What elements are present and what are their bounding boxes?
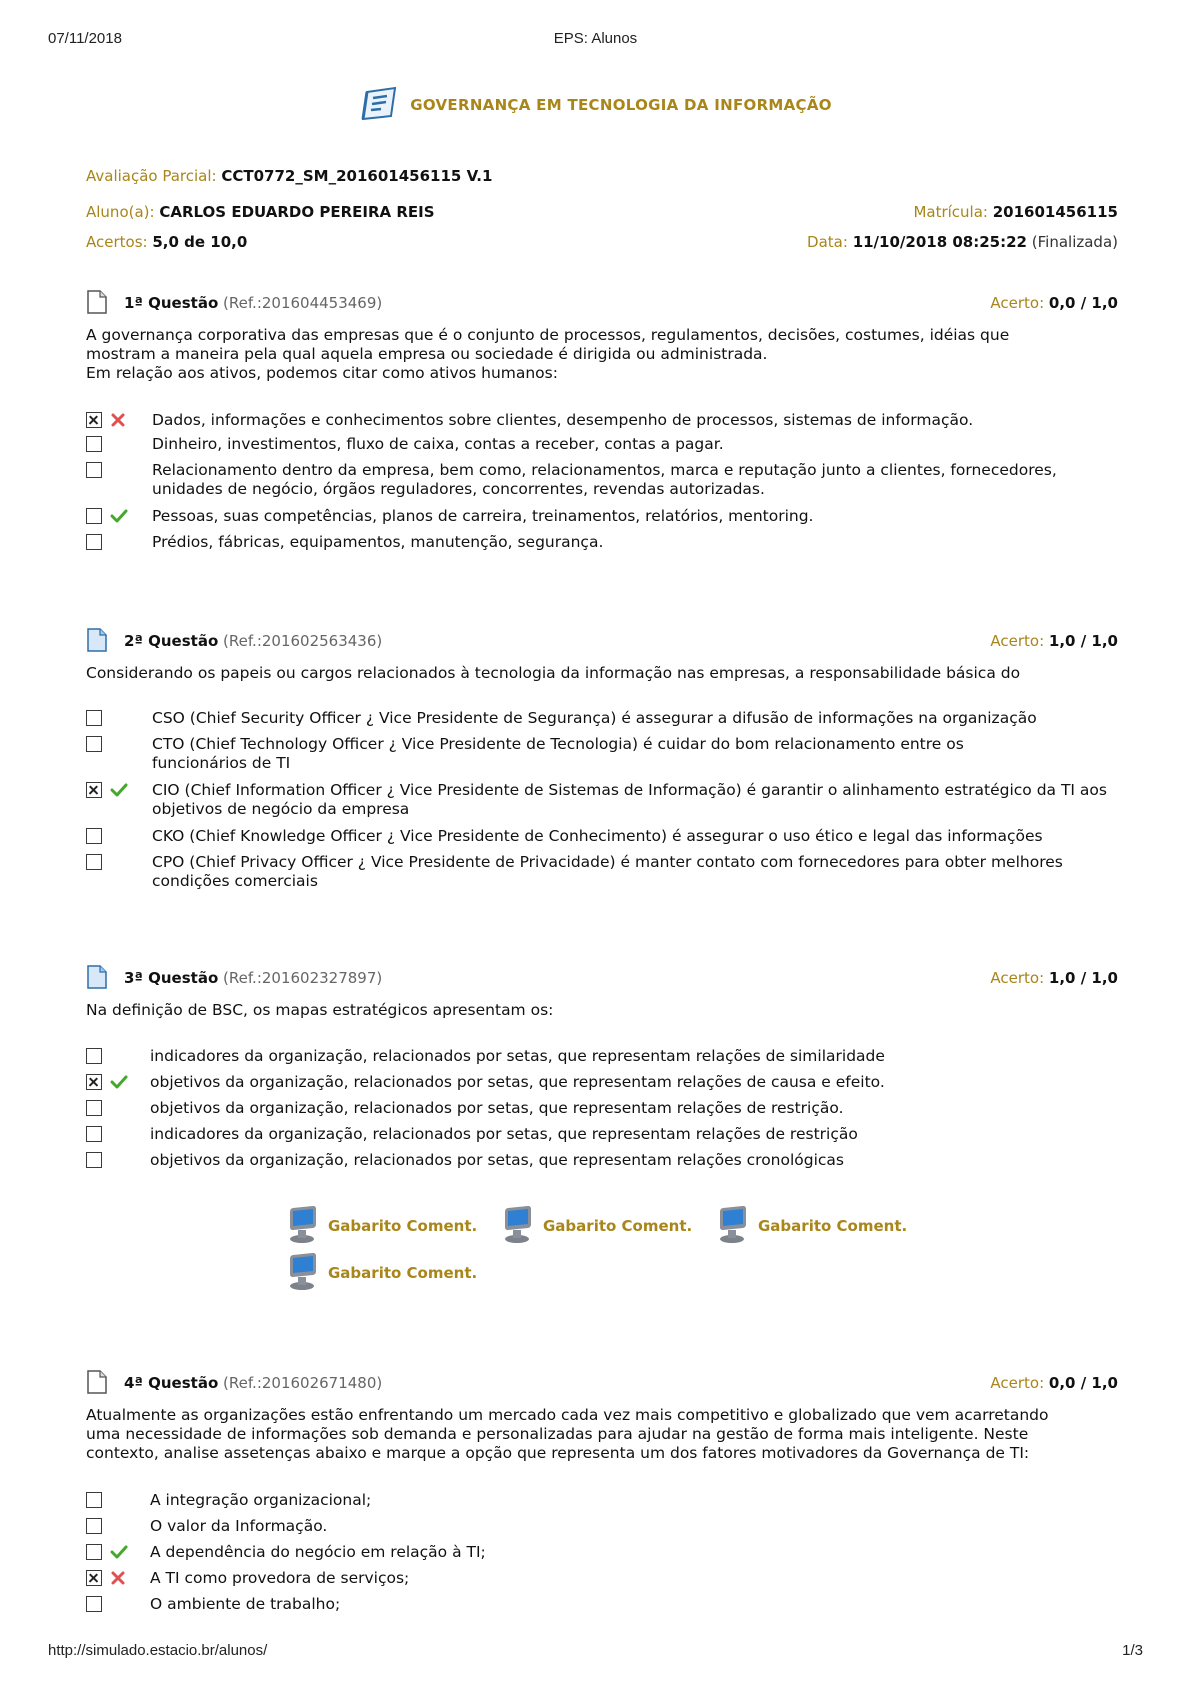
score-label: Acerto: (990, 969, 1045, 987)
matricula-info (913, 203, 1118, 221)
score-max: / 1,0 (1075, 632, 1118, 650)
score-max: / 1,0 (1075, 969, 1118, 987)
avaliacao-label: Avaliação Parcial: (86, 167, 217, 185)
answer-checkbox-checked[interactable] (86, 1074, 102, 1090)
question-ref: (Ref.:201602671480) (223, 1374, 383, 1392)
wrong-x-icon (110, 412, 126, 428)
answer-checkbox[interactable] (86, 710, 102, 726)
course-title: GOVERNANÇA EM TECNOLOGIA DA INFORMAÇÃO (410, 96, 832, 114)
gabarito-label[interactable]: Gabarito Coment. (543, 1217, 693, 1235)
book-icon (359, 86, 399, 124)
aluno-info (86, 203, 435, 221)
acertos-value: 5,0 de 10,0 (152, 233, 248, 251)
option-text: O valor da Informação. (150, 1517, 328, 1535)
option-text: A TI como provedora de serviços; (150, 1569, 410, 1587)
answer-checkbox-checked[interactable] (86, 1570, 102, 1586)
question-stem (86, 1406, 1126, 1463)
correct-check-icon (110, 782, 126, 798)
correct-check-icon (110, 508, 126, 524)
question-ref: (Ref.:201602563436) (223, 632, 383, 650)
stem-line: A governança corporativa das empresas que é o conjunto de processos, regulamentos, decisões, costumes, idéias que (86, 326, 1010, 344)
option-text: Pessoas, suas competências, planos de carreira, treinamentos, relatórios, mentoring. (152, 507, 814, 525)
document-icon (86, 965, 108, 993)
score-value: 0,0 (1048, 294, 1076, 312)
option-text: Dinheiro, investimentos, fluxo de caixa, contas a receber, contas a pagar. (152, 435, 724, 453)
score-label: Acerto: (990, 294, 1045, 312)
gabarito-label[interactable]: Gabarito Coment. (328, 1264, 478, 1282)
option-text: CKO (Chief Knowledge Officer ¿ Vice Presidente de Conhecimento) é assegurar o uso ético e legal das informações (152, 827, 1043, 845)
question-score (990, 632, 1118, 650)
data-label: Data: (807, 233, 848, 251)
avaliacao-info (86, 167, 492, 185)
answer-checkbox[interactable] (86, 1544, 102, 1560)
answer-checkbox-checked[interactable] (86, 782, 102, 798)
document-icon (86, 290, 108, 318)
question-title: 1ª Questão (124, 294, 219, 312)
option-text: CTO (Chief Technology Officer ¿ Vice Presidente de Tecnologia) é cuidar do bom relacionamento entre os funcionários de TI (152, 735, 964, 772)
question-title: 4ª Questão (124, 1374, 219, 1392)
computer-icon (714, 1206, 750, 1250)
document-icon (86, 1370, 108, 1398)
answer-checkbox-checked[interactable] (86, 412, 102, 428)
answer-checkbox[interactable] (86, 1492, 102, 1508)
question-header (86, 1370, 1118, 1396)
answer-checkbox[interactable] (86, 1126, 102, 1142)
stem-line: contexto, analise assetenças abaixo e marque a opção que representa um dos fatores motivadores da Governança de TI: (86, 1444, 1030, 1462)
acertos-label: Acertos: (86, 233, 148, 251)
gabarito-label[interactable]: Gabarito Coment. (758, 1217, 908, 1235)
option-text: CPO (Chief Privacy Officer ¿ Vice Presidente de Privacidade) é manter contato com fornecedores para obter melhores condições comerciais (152, 853, 1063, 890)
answer-checkbox[interactable] (86, 508, 102, 524)
question-number (124, 969, 382, 987)
data-status: (Finalizada) (1031, 233, 1118, 251)
answer-checkbox[interactable] (86, 1100, 102, 1116)
option-text: Prédios, fábricas, equipamentos, manutenção, segurança. (152, 533, 604, 551)
option-text: indicadores da organização, relacionados por setas, que representam relações de similaridade (150, 1047, 885, 1065)
data-info (807, 233, 1118, 251)
gabarito-label[interactable]: Gabarito Coment. (328, 1217, 478, 1235)
score-value: 0,0 (1048, 1374, 1076, 1392)
question-number (124, 1374, 382, 1392)
question-stem (86, 1001, 1126, 1020)
score-max: / 1,0 (1075, 1374, 1118, 1392)
matricula-value: 201601456115 (992, 203, 1118, 221)
matricula-label: Matrícula: (913, 203, 988, 221)
option-text: A integração organizacional; (150, 1491, 372, 1509)
question-score (990, 1374, 1118, 1392)
print-page-number: 1/3 (1122, 1642, 1143, 1659)
stem-line: Atualmente as organizações estão enfrentando um mercado cada vez mais competitivo e globalizado que vem acarretando (86, 1406, 1049, 1424)
question-header (86, 628, 1118, 654)
answer-checkbox[interactable] (86, 1596, 102, 1612)
stem-line: mostram a maneira pela qual aquela empresa ou sociedade é dirigida ou administrada. (86, 345, 768, 363)
question-ref: (Ref.:201602327897) (223, 969, 383, 987)
score-max: / 1,0 (1075, 294, 1118, 312)
stem-line: uma necessidade de informações sob demanda e personalizadas para ajudar na gestão de forma mais inteligente. Neste (86, 1425, 1029, 1443)
aluno-label: Aluno(a): (86, 203, 155, 221)
option-text: Dados, informações e conhecimentos sobre clientes, desempenho de processos, sistemas de informação. (152, 411, 974, 429)
question-ref: (Ref.:201604453469) (223, 294, 383, 312)
score-label: Acerto: (990, 632, 1045, 650)
print-title: EPS: Alunos (553, 30, 638, 47)
wrong-x-icon (110, 1570, 126, 1586)
question-stem (86, 326, 1126, 383)
answer-checkbox[interactable] (86, 462, 102, 478)
aluno-value: CARLOS EDUARDO PEREIRA REIS (159, 203, 435, 221)
answer-checkbox[interactable] (86, 436, 102, 452)
correct-check-icon (110, 1544, 126, 1560)
print-url: http://simulado.estacio.br/alunos/ (48, 1642, 268, 1659)
correct-check-icon (110, 1074, 126, 1090)
answer-checkbox[interactable] (86, 1048, 102, 1064)
option-text: objetivos da organização, relacionados por setas, que representam relações de restrição. (150, 1099, 844, 1117)
document-icon (86, 628, 108, 656)
answer-checkbox[interactable] (86, 1518, 102, 1534)
option-text: O ambiente de trabalho; (150, 1595, 341, 1613)
stem-line: Na definição de BSC, os mapas estratégicos apresentam os: (86, 1001, 554, 1019)
question-score (990, 294, 1118, 312)
stem-line: Considerando os papeis ou cargos relacionados à tecnologia da informação nas empresas, a responsabilidade básica do (86, 664, 1021, 682)
option-text: CIO (Chief Information Officer ¿ Vice Presidente de Sistemas de Informação) é garantir o alinhamento estratégico da TI aos objetivos de negócio da empresa (152, 781, 1107, 818)
data-value: 11/10/2018 08:25:22 (852, 233, 1027, 251)
avaliacao-value: CCT0772_SM_201601456115 V.1 (221, 167, 493, 185)
option-text: indicadores da organização, relacionados por setas, que representam relações de restrição (150, 1125, 858, 1143)
score-value: 1,0 (1048, 969, 1076, 987)
computer-icon (284, 1253, 320, 1297)
question-header (86, 965, 1118, 991)
option-text: A dependência do negócio em relação à TI; (150, 1543, 486, 1561)
stem-line: Em relação aos ativos, podemos citar como ativos humanos: (86, 364, 558, 382)
question-score (990, 969, 1118, 987)
question-stem (86, 664, 1126, 683)
score-value: 1,0 (1048, 632, 1076, 650)
option-text: objetivos da organização, relacionados por setas, que representam relações de causa e efeito. (150, 1073, 885, 1091)
question-header (86, 290, 1118, 316)
option-text: objetivos da organização, relacionados por setas, que representam relações cronológicas (150, 1151, 845, 1169)
answer-checkbox[interactable] (86, 534, 102, 550)
score-label: Acerto: (990, 1374, 1045, 1392)
answer-checkbox[interactable] (86, 828, 102, 844)
option-text: CSO (Chief Security Officer ¿ Vice Presidente de Segurança) é assegurar a difusão de informações na organização (152, 709, 1037, 727)
option-text: Relacionamento dentro da empresa, bem como, relacionamentos, marca e reputação junto a clientes, fornecedores, unidades de negócio, órgãos reguladores, concorrentes, revendas autorizadas. (152, 461, 1057, 498)
question-number (124, 294, 382, 312)
print-date: 07/11/2018 (48, 30, 122, 47)
course-header (0, 86, 1191, 124)
question-title: 3ª Questão (124, 969, 219, 987)
answer-checkbox[interactable] (86, 854, 102, 870)
question-number (124, 632, 382, 650)
answer-checkbox[interactable] (86, 736, 102, 752)
computer-icon (499, 1206, 535, 1250)
acertos-info (86, 233, 247, 251)
computer-icon (284, 1206, 320, 1250)
answer-checkbox[interactable] (86, 1152, 102, 1168)
question-title: 2ª Questão (124, 632, 219, 650)
